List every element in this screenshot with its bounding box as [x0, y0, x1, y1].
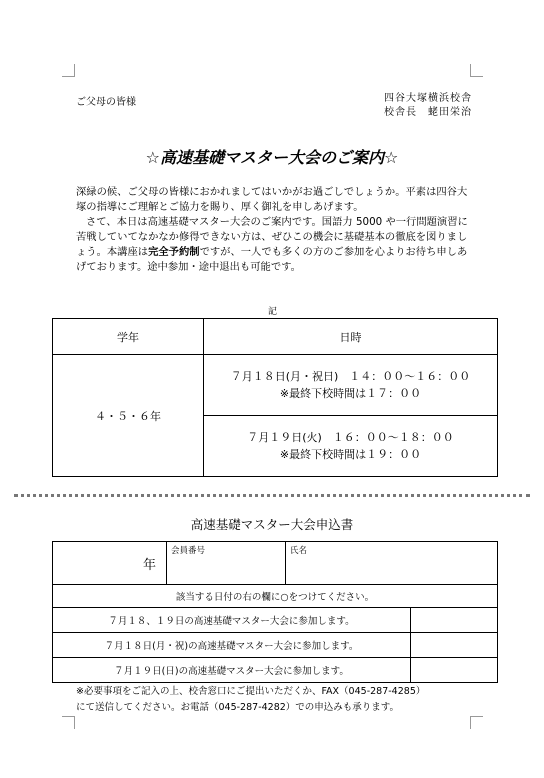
footnote [76, 684, 425, 716]
checkbox-day-18[interactable] [411, 633, 498, 658]
option-day-19: ７月１９日(日)の高速基礎マスター大会に参加します。 [53, 658, 411, 683]
member-number-field[interactable]: 会員番号 [167, 542, 286, 585]
grade-cell: ４・５・６年 [53, 355, 204, 477]
header-datetime: 日時 [204, 319, 498, 355]
form-instruction: 該当する日付の右の欄に○をつけてください。 [53, 585, 498, 608]
paragraph-announcement: さて、本日は高速基礎マスター大会のご案内です。国語力 5000 や一行問題演習に苦戦していてなかなか修得できない方は、ぜひこの機会に基礎基本の徹底を図りましょう。本講座は完全予約制ですが、一人でも多くの方のご参加を心よりお待ち申しあげております。途中参加・途中退出も可能です。 [76, 216, 468, 273]
option-both-days: ７月１８、１９日の高速基礎マスター大会に参加します。 [53, 608, 411, 633]
page-title: ☆高速基礎マスター大会のご案内☆ [145, 148, 399, 167]
principal-name: 校舎長 蛯田栄治 [384, 107, 472, 118]
crop-mark-bottom-right [470, 716, 483, 729]
option-day-18: ７月１８日(月・祝)の高速基礎マスター大会に参加します。 [53, 633, 411, 658]
cut-line [14, 494, 530, 497]
addressee: ご父母の皆様 [76, 97, 136, 108]
footnote-line-2: にて送信してください。お電話（045-287-4282）での申込みも承ります。 [76, 702, 400, 713]
paragraph-greeting: 深緑の候、ご父母の皆様におかれましてはいかがお過ごしでしょうか。平素は四谷大塚の指導にご理解とご協力を賜り、厚く御礼を申しあげます。 [76, 186, 468, 213]
schedule-row-1 [204, 355, 498, 416]
schedule-table [52, 318, 498, 477]
grade-field[interactable]: 年 [53, 542, 167, 585]
crop-mark-top-right [470, 64, 483, 77]
ki-label: 記 [268, 307, 278, 317]
schedule-date-1: ７月１８日(月・祝日) １４：００～１６：００ [230, 370, 471, 383]
crop-mark-bottom-left [62, 716, 75, 729]
checkbox-both-days[interactable] [411, 608, 498, 633]
checkbox-day-19[interactable] [411, 658, 498, 683]
name-field[interactable]: 氏名 [286, 542, 498, 585]
sender-block [384, 92, 472, 120]
footnote-line-1: ※必要事項をご記入の上、校舎窓口にご提出いただくか、FAX（045-287-4285） [76, 686, 426, 697]
letter-body [76, 185, 476, 275]
schedule-date-2: ７月１９日(火) １６：００～１８：００ [247, 431, 454, 444]
schedule-row-2 [204, 416, 498, 477]
application-form [52, 541, 498, 683]
header-grade: 学年 [53, 319, 204, 355]
school-name: 四谷大塚横浜校舎 [384, 93, 472, 104]
form-title: 高速基礎マスター大会申込書 [190, 517, 354, 532]
schedule-note-2: ※最終下校時間は１９：００ [279, 448, 422, 461]
crop-mark-top-left [62, 64, 75, 77]
schedule-note-1: ※最終下校時間は１７：００ [279, 387, 422, 400]
emphasis-reservation: 完全予約制 [148, 246, 200, 258]
